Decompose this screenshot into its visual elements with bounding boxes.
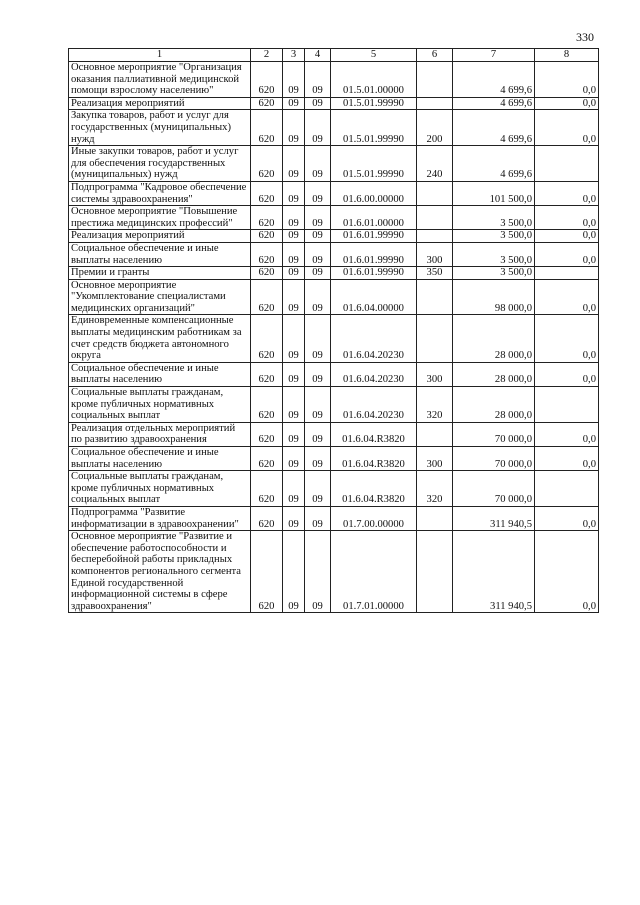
expense-type-code-cell: 320: [417, 387, 453, 423]
expense-type-code-cell: [417, 315, 453, 362]
target-article-code-cell: 01.6.01.00000: [331, 206, 417, 230]
expense-type-code-cell: 350: [417, 267, 453, 280]
amount-change-cell: 0,0: [535, 362, 599, 386]
subsection-code-cell: 09: [305, 362, 331, 386]
amount-change-cell: 0,0: [535, 110, 599, 146]
admin-code-cell: 620: [251, 422, 283, 446]
admin-code-cell: 620: [251, 146, 283, 182]
section-code-cell: 09: [283, 62, 305, 98]
amount-cell: 70 000,0: [453, 471, 535, 507]
amount-change-cell: 0,0: [535, 315, 599, 362]
expense-type-code-cell: 300: [417, 242, 453, 266]
column-header: 8: [535, 49, 599, 62]
subsection-code-cell: 09: [305, 267, 331, 280]
amount-change-cell: 0,0: [535, 62, 599, 98]
target-article-code-cell: 01.7.00.00000: [331, 506, 417, 530]
item-name-cell: Иные закупки товаров, работ и услуг для обеспечения государственных (муниципальных) нужд: [69, 146, 251, 182]
admin-code-cell: 620: [251, 506, 283, 530]
amount-cell: 3 500,0: [453, 230, 535, 243]
item-name-cell: Реализация отдельных мероприятий по развитию здравоохранения: [69, 422, 251, 446]
section-code-cell: 09: [283, 387, 305, 423]
table-row: [69, 230, 599, 243]
item-name-cell: Реализация мероприятий: [69, 97, 251, 110]
subsection-code-cell: 09: [305, 279, 331, 315]
admin-code-cell: 620: [251, 531, 283, 613]
expense-type-code-cell: 200: [417, 110, 453, 146]
table-row: [69, 110, 599, 146]
admin-code-cell: 620: [251, 97, 283, 110]
expense-type-code-cell: [417, 62, 453, 98]
admin-code-cell: 620: [251, 279, 283, 315]
section-code-cell: 09: [283, 230, 305, 243]
table-row: [69, 97, 599, 110]
column-header: 4: [305, 49, 331, 62]
amount-change-cell: 0,0: [535, 531, 599, 613]
target-article-code-cell: 01.6.04.20230: [331, 362, 417, 386]
section-code-cell: 09: [283, 110, 305, 146]
expense-type-code-cell: [417, 181, 453, 205]
expense-type-code-cell: [417, 97, 453, 110]
section-code-cell: 09: [283, 471, 305, 507]
item-name-cell: Подпрограмма "Развитие информатизации в здравоохранении": [69, 506, 251, 530]
column-header: 3: [283, 49, 305, 62]
item-name-cell: Основное мероприятие "Укомплектование специалистами медицинских организаций": [69, 279, 251, 315]
amount-cell: 4 699,6: [453, 62, 535, 98]
admin-code-cell: 620: [251, 471, 283, 507]
table-row: [69, 447, 599, 471]
amount-change-cell: 0,0: [535, 230, 599, 243]
target-article-code-cell: 01.6.04.00000: [331, 279, 417, 315]
admin-code-cell: 620: [251, 315, 283, 362]
expense-type-code-cell: [417, 506, 453, 530]
item-name-cell: Социальное обеспечение и иные выплаты населению: [69, 447, 251, 471]
subsection-code-cell: 09: [305, 471, 331, 507]
amount-change-cell: [535, 471, 599, 507]
amount-cell: 28 000,0: [453, 387, 535, 423]
target-article-code-cell: 01.6.01.99990: [331, 230, 417, 243]
expense-type-code-cell: 320: [417, 471, 453, 507]
amount-cell: 3 500,0: [453, 206, 535, 230]
admin-code-cell: 620: [251, 362, 283, 386]
section-code-cell: 09: [283, 146, 305, 182]
target-article-code-cell: 01.7.01.00000: [331, 531, 417, 613]
subsection-code-cell: 09: [305, 110, 331, 146]
target-article-code-cell: 01.6.04.R3820: [331, 447, 417, 471]
column-header: 6: [417, 49, 453, 62]
target-article-code-cell: 01.6.01.99990: [331, 267, 417, 280]
expense-type-code-cell: [417, 422, 453, 446]
section-code-cell: 09: [283, 531, 305, 613]
section-code-cell: 09: [283, 362, 305, 386]
expense-type-code-cell: 300: [417, 447, 453, 471]
target-article-code-cell: 01.5.01.00000: [331, 62, 417, 98]
admin-code-cell: 620: [251, 242, 283, 266]
item-name-cell: Единовременные компенсационные выплаты медицинским работникам за счет средств бюджета автономного округа: [69, 315, 251, 362]
table-row: [69, 315, 599, 362]
target-article-code-cell: 01.6.04.20230: [331, 315, 417, 362]
expense-type-code-cell: [417, 279, 453, 315]
section-code-cell: 09: [283, 506, 305, 530]
admin-code-cell: 620: [251, 387, 283, 423]
column-header: 7: [453, 49, 535, 62]
section-code-cell: 09: [283, 422, 305, 446]
amount-change-cell: 0,0: [535, 506, 599, 530]
subsection-code-cell: 09: [305, 62, 331, 98]
subsection-code-cell: 09: [305, 242, 331, 266]
budget-table: [68, 48, 599, 613]
amount-cell: 4 699,6: [453, 110, 535, 146]
section-code-cell: 09: [283, 97, 305, 110]
amount-cell: 311 940,5: [453, 531, 535, 613]
column-header: 1: [69, 49, 251, 62]
item-name-cell: Социальное обеспечение и иные выплаты населению: [69, 362, 251, 386]
expense-type-code-cell: 300: [417, 362, 453, 386]
expense-type-code-cell: [417, 206, 453, 230]
item-name-cell: Премии и гранты: [69, 267, 251, 280]
table-row: [69, 471, 599, 507]
section-code-cell: 09: [283, 242, 305, 266]
table-row: [69, 62, 599, 98]
subsection-code-cell: 09: [305, 146, 331, 182]
table-row: [69, 422, 599, 446]
amount-change-cell: [535, 387, 599, 423]
admin-code-cell: 620: [251, 206, 283, 230]
amount-change-cell: 0,0: [535, 242, 599, 266]
target-article-code-cell: 01.6.01.99990: [331, 242, 417, 266]
table-row: [69, 279, 599, 315]
amount-cell: 3 500,0: [453, 267, 535, 280]
subsection-code-cell: 09: [305, 97, 331, 110]
table-row: [69, 506, 599, 530]
amount-cell: 98 000,0: [453, 279, 535, 315]
expense-type-code-cell: [417, 531, 453, 613]
target-article-code-cell: 01.6.04.20230: [331, 387, 417, 423]
subsection-code-cell: 09: [305, 230, 331, 243]
table-row: [69, 362, 599, 386]
table-row: [69, 531, 599, 613]
expense-type-code-cell: 240: [417, 146, 453, 182]
amount-change-cell: 0,0: [535, 447, 599, 471]
subsection-code-cell: 09: [305, 206, 331, 230]
subsection-code-cell: 09: [305, 447, 331, 471]
item-name-cell: Закупка товаров, работ и услуг для государственных (муниципальных) нужд: [69, 110, 251, 146]
section-code-cell: 09: [283, 315, 305, 362]
target-article-code-cell: 01.5.01.99990: [331, 110, 417, 146]
target-article-code-cell: 01.6.00.00000: [331, 181, 417, 205]
admin-code-cell: 620: [251, 447, 283, 471]
admin-code-cell: 620: [251, 230, 283, 243]
section-code-cell: 09: [283, 279, 305, 315]
section-code-cell: 09: [283, 447, 305, 471]
amount-change-cell: 0,0: [535, 97, 599, 110]
amount-cell: 101 500,0: [453, 181, 535, 205]
amount-cell: 3 500,0: [453, 242, 535, 266]
amount-cell: 70 000,0: [453, 422, 535, 446]
amount-cell: 28 000,0: [453, 315, 535, 362]
table-header-row: [69, 49, 599, 62]
admin-code-cell: 620: [251, 181, 283, 205]
table-row: [69, 267, 599, 280]
column-header: 2: [251, 49, 283, 62]
amount-change-cell: 0,0: [535, 206, 599, 230]
amount-change-cell: [535, 267, 599, 280]
amount-cell: 4 699,6: [453, 97, 535, 110]
amount-cell: 28 000,0: [453, 362, 535, 386]
subsection-code-cell: 09: [305, 315, 331, 362]
item-name-cell: Социальное обеспечение и иные выплаты населению: [69, 242, 251, 266]
amount-change-cell: 0,0: [535, 279, 599, 315]
target-article-code-cell: 01.6.04.R3820: [331, 422, 417, 446]
table-row: [69, 242, 599, 266]
page-number: 330: [576, 30, 594, 44]
table-row: [69, 146, 599, 182]
amount-cell: 70 000,0: [453, 447, 535, 471]
admin-code-cell: 620: [251, 62, 283, 98]
subsection-code-cell: 09: [305, 531, 331, 613]
item-name-cell: Реализация мероприятий: [69, 230, 251, 243]
item-name-cell: Основное мероприятие "Повышение престижа медицинских профессий": [69, 206, 251, 230]
section-code-cell: 09: [283, 206, 305, 230]
amount-cell: 4 699,6: [453, 146, 535, 182]
expense-type-code-cell: [417, 230, 453, 243]
subsection-code-cell: 09: [305, 506, 331, 530]
subsection-code-cell: 09: [305, 181, 331, 205]
section-code-cell: 09: [283, 267, 305, 280]
column-header: 5: [331, 49, 417, 62]
item-name-cell: Основное мероприятие "Развитие и обеспечение работоспособности и бесперебойной работы прикладных компонентов регионального сегмента Единой государственной информационной системы в сфере здравоохранения": [69, 531, 251, 613]
amount-change-cell: 0,0: [535, 181, 599, 205]
amount-change-cell: 0,0: [535, 422, 599, 446]
admin-code-cell: 620: [251, 110, 283, 146]
target-article-code-cell: 01.6.04.R3820: [331, 471, 417, 507]
target-article-code-cell: 01.5.01.99990: [331, 146, 417, 182]
item-name-cell: Социальные выплаты гражданам, кроме публичных нормативных социальных выплат: [69, 387, 251, 423]
table-row: [69, 181, 599, 205]
table-row: [69, 387, 599, 423]
target-article-code-cell: 01.5.01.99990: [331, 97, 417, 110]
item-name-cell: Социальные выплаты гражданам, кроме публичных нормативных социальных выплат: [69, 471, 251, 507]
amount-change-cell: [535, 146, 599, 182]
section-code-cell: 09: [283, 181, 305, 205]
subsection-code-cell: 09: [305, 422, 331, 446]
subsection-code-cell: 09: [305, 387, 331, 423]
amount-cell: 311 940,5: [453, 506, 535, 530]
item-name-cell: Подпрограмма "Кадровое обеспечение системы здравоохранения": [69, 181, 251, 205]
item-name-cell: Основное мероприятие "Организация оказания паллиативной медицинской помощи взрослому населению": [69, 62, 251, 98]
admin-code-cell: 620: [251, 267, 283, 280]
table-row: [69, 206, 599, 230]
